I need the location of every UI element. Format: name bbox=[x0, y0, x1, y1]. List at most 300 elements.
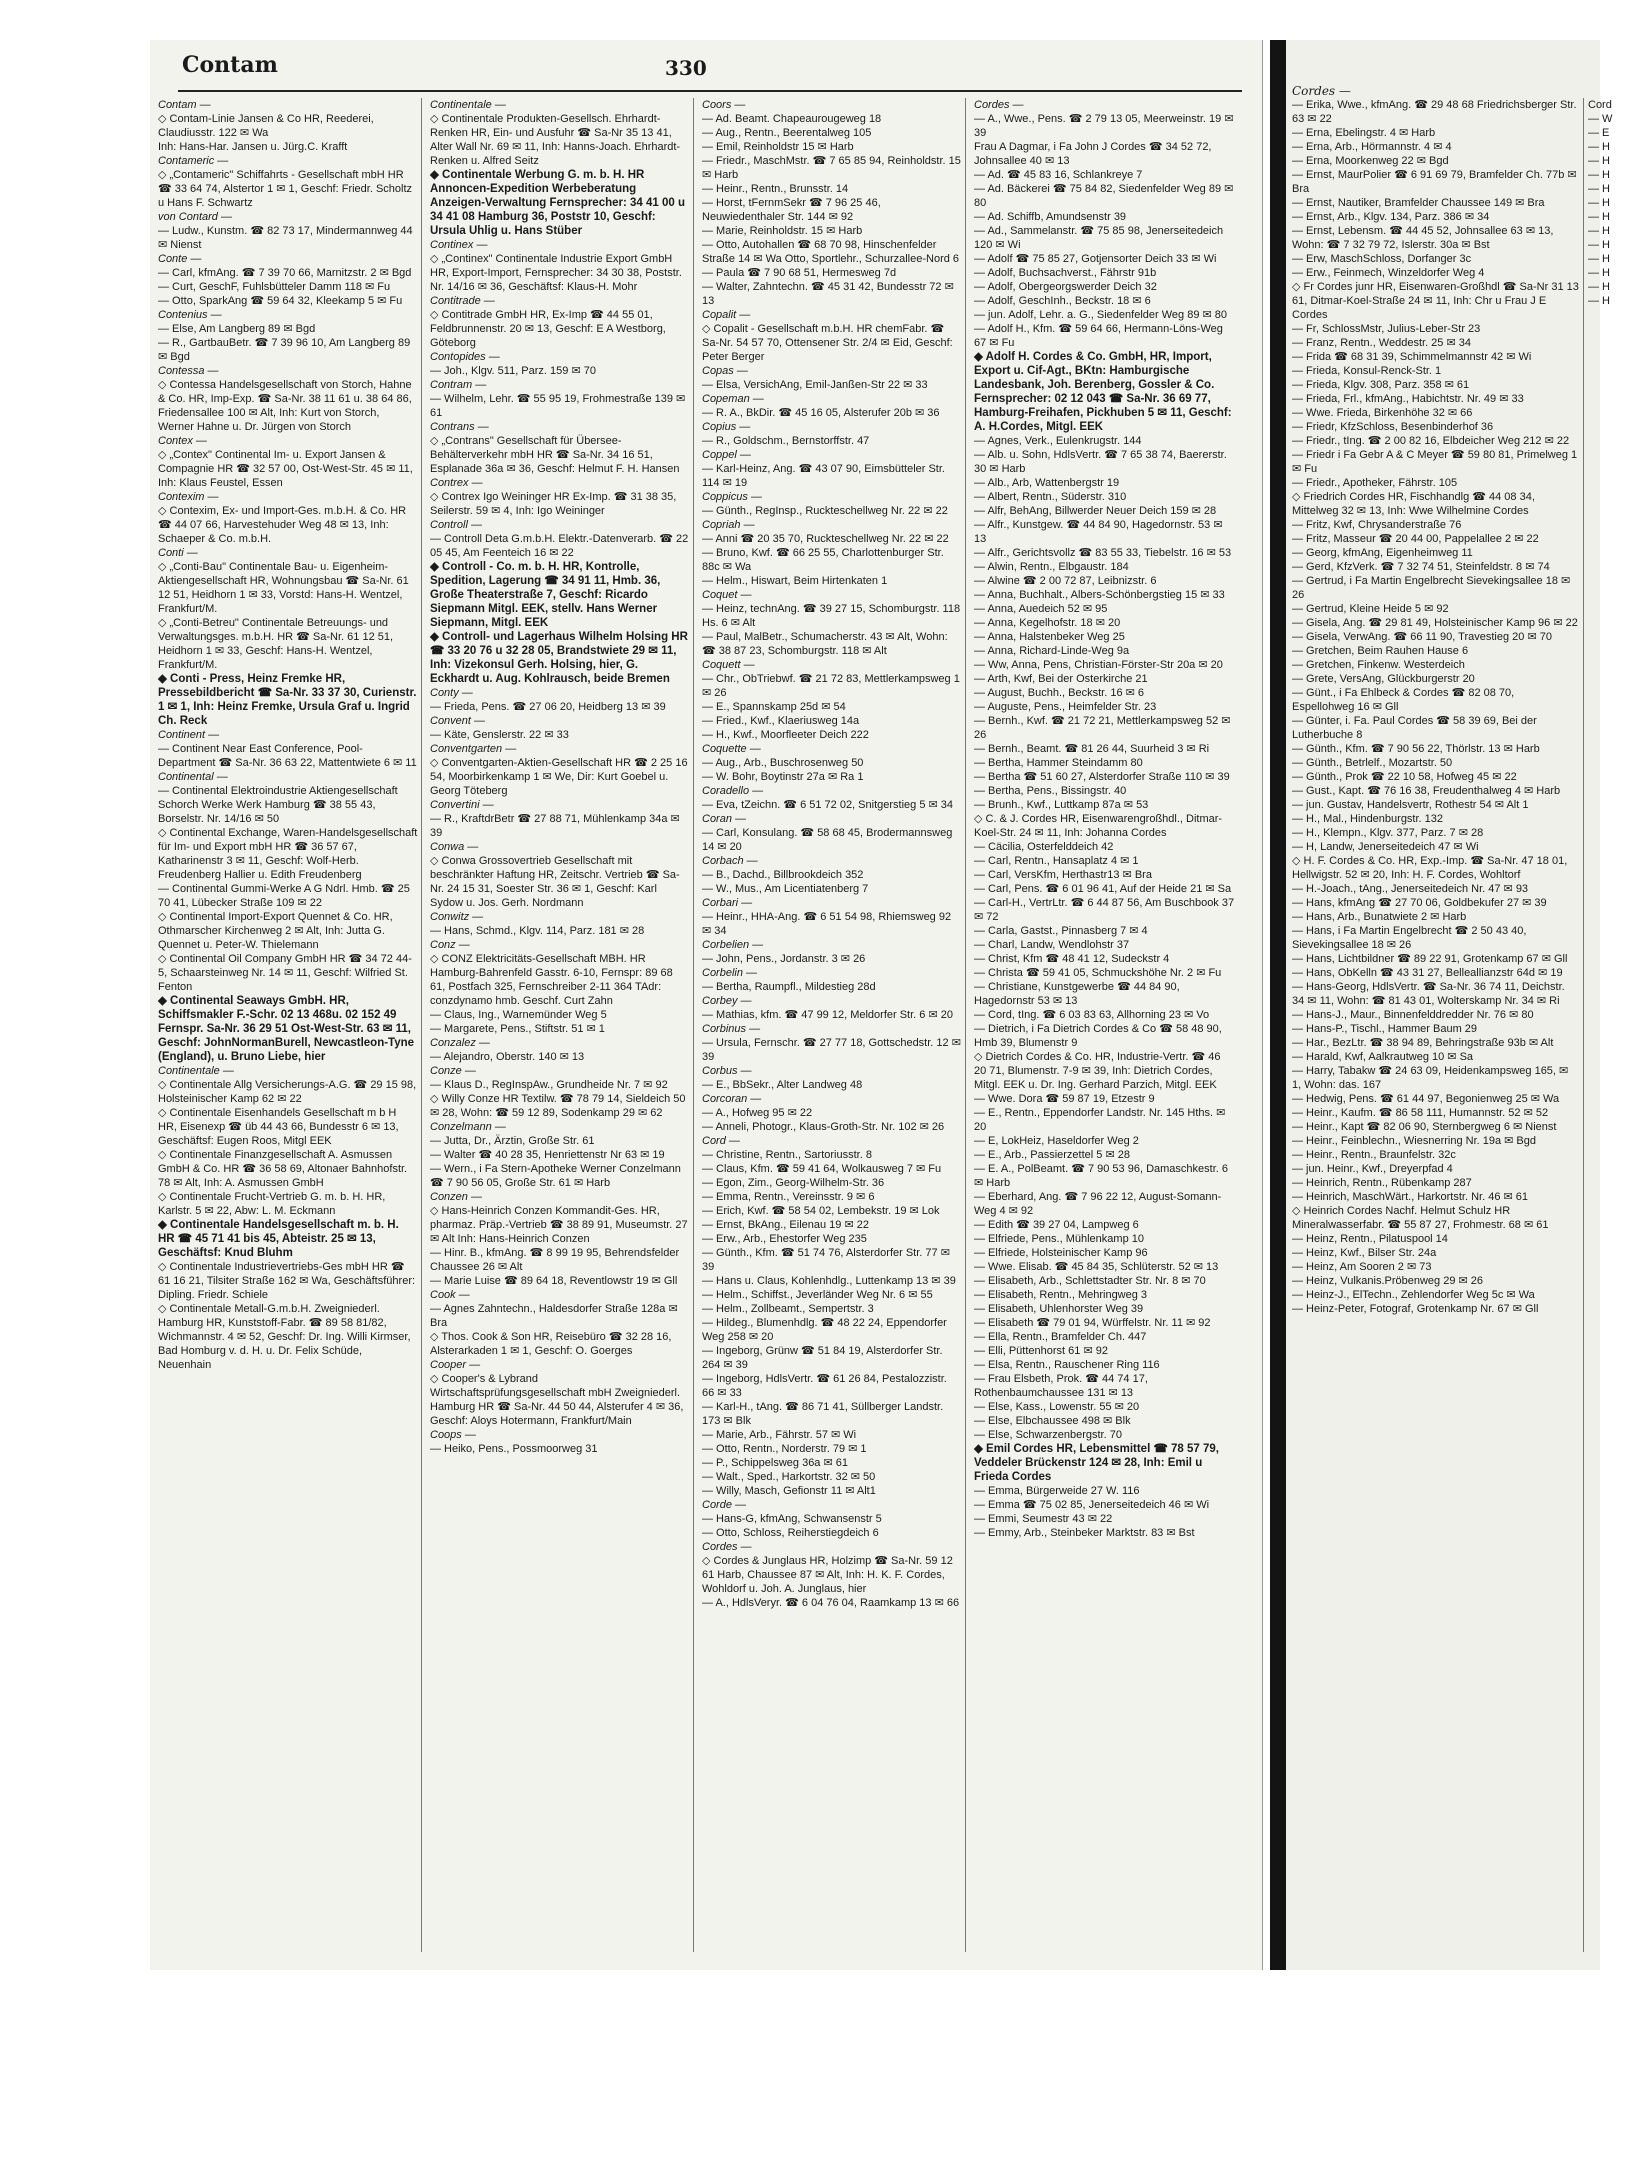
directory-entry: Cooper — bbox=[430, 1359, 481, 1371]
directory-entry: Corbey — bbox=[702, 995, 752, 1007]
directory-entry: — Ingeborg, HdlsVertr. ☎ 61 26 84, Pestalozzistr. 66 ✉ 33 bbox=[702, 1373, 947, 1399]
directory-entry: — Cord, tIng. ☎ 6 03 83 63, Allhorning 23 ✉ Vo bbox=[974, 1009, 1210, 1021]
directory-entry: — Paul, MalBetr., Schumacherstr. 43 ✉ Alt, Wohn: ☎ 38 87 23, Schomburgstr. 118 ✉ Alt bbox=[702, 631, 948, 657]
directory-entry: Copius — bbox=[702, 421, 751, 433]
directory-entry: Contenius — bbox=[158, 309, 222, 321]
directory-entry: — Albert, Rentn., Süderstr. 310 bbox=[974, 491, 1127, 503]
directory-entry: — Otto, Rentn., Norderstr. 79 ✉ 1 bbox=[702, 1443, 867, 1455]
directory-entry: Coradello — bbox=[702, 785, 764, 797]
directory-entry: — Fried., Kwf., Klaeriusweg 14a bbox=[702, 715, 860, 727]
directory-entry: ◇ Contessa Handelsgesellschaft von Storch, Hahne & Co. HR, Imp-Exp. ☎ Sa-Nr. 38 11 61 u. 38 64 86, Friedensallee 100 ✉ Alt, Inh: Kurt von Storch, Werner Hahne u. Dr. Jürgen von Storch bbox=[158, 379, 412, 433]
directory-entry: — Günter, i. Fa. Paul Cordes ☎ 58 39 69, Bei der Lutherbuche 8 bbox=[1292, 715, 1537, 741]
directory-entry: — P., Schippelsweg 36a ✉ 61 bbox=[702, 1457, 848, 1469]
directory-entry: — Erw., Arb., Ehestorfer Weg 235 bbox=[702, 1233, 867, 1245]
directory-entry: — Elisabeth ☎ 79 01 94, Würffelstr. Nr. 11 ✉ 92 bbox=[974, 1317, 1211, 1329]
directory-entry: — Auguste, Pens., Heimfelder Str. 23 bbox=[974, 701, 1157, 713]
directory-entry: — Jutta, Dr., Ärztin, Große Str. 61 bbox=[430, 1135, 595, 1147]
directory-entry: Contitrade — bbox=[430, 295, 495, 307]
directory-entry: Copeman — bbox=[702, 393, 764, 405]
directory-entry: Convent — bbox=[430, 715, 486, 727]
directory-entry: Contopides — bbox=[430, 351, 500, 363]
directory-entry: — Alwin, Rentn., Elbgaustr. 184 bbox=[974, 561, 1129, 573]
directory-entry: Frau A Dagmar, i Fa John J Cordes ☎ 34 52 72, Johnsallee 40 ✉ 13 bbox=[974, 141, 1212, 167]
directory-entry: ◇ „Conti-Bau" Continentale Bau- u. Eigenheim-Aktiengesellschaft HR, Wohnungsbau ☎ Sa-Nr. 61 12 51, Heidhorn 1 ✉ 33, Vorstd: Hans-H. Wentzel, Frankfurt/M. bbox=[158, 561, 409, 615]
column-1 bbox=[158, 98, 422, 1952]
directory-entry: — Adolf ☎ 75 85 27, Gotjensorter Deich 33 ✉ Wi bbox=[974, 253, 1217, 265]
directory-entry: — Egon, Zim., Georg-Wilhelm-Str. 36 bbox=[702, 1177, 885, 1189]
directory-entry: Continex — bbox=[430, 239, 488, 251]
directory-entry: ◆ Continental Seaways GmbH. HR, Schiffsmakler F.-Schr. 02 13 468u. 02 152 49 Fernspr. Sa-Nr. 36 29 51 Ost-West-Str. 63 ✉ 11, Geschf: JohnNormanBurell, Newcastleon-Tyne (England), u. Bruno Liebe, hier bbox=[158, 995, 415, 1063]
directory-entry: — Elfriede, Holsteinischer Kamp 96 bbox=[974, 1247, 1148, 1259]
directory-entry: Conwitz — bbox=[430, 911, 484, 923]
directory-entry: — Agnes, Verk., Eulenkrugstr. 144 bbox=[974, 435, 1142, 447]
directory-entry: Convertini — bbox=[430, 799, 494, 811]
directory-entry: — Käte, Genslerstr. 22 ✉ 33 bbox=[430, 729, 569, 741]
directory-entry: — Erna, Moorkenweg 22 ✉ Bgd bbox=[1292, 155, 1449, 167]
directory-entry: Coran — bbox=[702, 813, 747, 825]
directory-entry: ◇ Cooper's & Lybrand Wirtschaftsprüfungsgesellschaft mbH Zweigniederl. Hamburg HR ☎ Sa-Nr. 44 50 44, Alsterufer 4 ✉ 36, Geschf: Aloys Hotermann, Frankfurt/Main bbox=[430, 1373, 684, 1427]
directory-entry: — Christ, Kfm ☎ 48 41 12, Sudeckstr 4 bbox=[974, 953, 1170, 965]
directory-entry: ◆ Emil Cordes HR, Lebensmittel ☎ 78 57 79, Veddeler Brückenstr 124 ✉ 28, Inh: Emil u Frieda Cordes bbox=[974, 1443, 1219, 1483]
directory-entry-fragment: — W bbox=[1588, 113, 1613, 125]
directory-entry: Coquette — bbox=[702, 743, 761, 755]
directory-entry-fragment: — H bbox=[1588, 197, 1610, 209]
directory-entry: ◇ Continentale Frucht-Vertrieb G. m. b. H. HR, Karlstr. 5 ✉ 22, Abw: L. M. Eckmann bbox=[158, 1191, 386, 1217]
directory-entry: — Elfriede, Pens., Mühlenkamp 10 bbox=[974, 1233, 1144, 1245]
directory-entry: — Marie, Reinholdstr. 15 ✉ Harb bbox=[702, 225, 863, 237]
directory-entry: ◇ Continentale Eisenhandels Gesellschaft m b H HR, Eisenexp ☎ üb 44 43 66, Bundesstr 6 ✉ 13, Geschäftsf: Eugen Roos, Mitgl EEK bbox=[158, 1107, 399, 1147]
directory-entry: — Wern., i Fa Stern-Apotheke Werner Conzelmann ☎ 7 90 56 05, Große Str. 61 ✉ Harb bbox=[430, 1163, 681, 1189]
directory-entry: — Heinz, technAng. ☎ 39 27 15, Schomburgstr. 118 Hs. 6 ✉ Alt bbox=[702, 603, 961, 629]
directory-entry: — Heinrich, MaschWärt., Harkortstr. Nr. 46 ✉ 61 bbox=[1292, 1191, 1529, 1203]
directory-entry: Corbari — bbox=[702, 897, 753, 909]
directory-entry: ◇ Continentale Metall-G.m.b.H. Zweigniederl. Hamburg HR, Kunststoff-Fabr. ☎ 89 58 81/82, Wichmannstr. 4 ✉ 52, Geschf: Dr. Ing. Willi Kirmser, Bad Homburg v. d. H. u. Dr. Felix Schüde, Neuenhain bbox=[158, 1303, 411, 1371]
directory-entry: — Harald, Kwf, Aalkrautweg 10 ✉ Sa bbox=[1292, 1051, 1474, 1063]
directory-entry: ◇ Hans-Heinrich Conzen Kommandit-Ges. HR, pharmaz. Präp.-Vertrieb ☎ 38 89 91, Museumstr. 27 ✉ Alt Inh: Hans-Heinrich Conzen bbox=[430, 1205, 688, 1245]
directory-entry: — Alwine ☎ 2 00 72 87, Leibnizstr. 6 bbox=[974, 575, 1157, 587]
directory-entry: — Friedr, KfzSchloss, Besenbinderhof 36 bbox=[1292, 421, 1494, 433]
directory-entry: ◇ Dietrich Cordes & Co. HR, Industrie-Vertr. ☎ 46 20 71, Blumenstr. 7-9 ✉ 39, Inh: Dietrich Cordes, Mitgl. EEK u. Dr. Ing. Gerhard Parzich, Mitgl. EEK bbox=[974, 1051, 1221, 1091]
directory-entry: — Emil, Reinholdstr 15 ✉ Harb bbox=[702, 141, 854, 153]
directory-entry: — Elisabeth, Rentn., Mehringweg 3 bbox=[974, 1289, 1148, 1301]
directory-entry: — Alfr., Gerichtsvollz ☎ 83 55 33, Tiebelstr. 16 ✉ 53 bbox=[974, 547, 1232, 559]
directory-entry: — Walter ☎ 40 28 35, Henriettenstr Nr 63 ✉ 19 bbox=[430, 1149, 665, 1161]
directory-entry: ◇ Friedrich Cordes HR, Fischhandlg ☎ 44 08 34, Mittelweg 32 ✉ 13, Inh: Wwe Wilhelmine Cordes bbox=[1292, 491, 1535, 517]
directory-entry: ◇ Heinrich Cordes Nachf. Helmut Schulz HR Mineralwasserfabr. ☎ 55 87 27, Frohmestr. 68 ✉ 61 bbox=[1292, 1205, 1549, 1231]
directory-entry: Continentale — bbox=[158, 1065, 234, 1077]
directory-entry: ◇ C. & J. Cordes HR, Eisenwarengroßhdl., Ditmar-Koel-Str. 24 ✉ 11, Inh: Johanna Cordes bbox=[974, 813, 1223, 839]
directory-entry: Coquett — bbox=[702, 659, 755, 671]
directory-entry: — Günth., Kfm. ☎ 7 90 56 22, Thörlstr. 13 ✉ Harb bbox=[1292, 743, 1540, 755]
directory-entry: — Heinz, Am Sooren 2 ✉ 73 bbox=[1292, 1261, 1432, 1273]
directory-entry-fragment: — H bbox=[1588, 169, 1610, 181]
directory-entry: Corde — bbox=[702, 1499, 747, 1511]
directory-entry: — Heinz, Kwf., Bilser Str. 24a bbox=[1292, 1247, 1437, 1259]
directory-entry: — Frieda, Konsul-Renck-Str. 1 bbox=[1292, 365, 1442, 377]
directory-entry: — B., Dachd., Billbrookdeich 352 bbox=[702, 869, 864, 881]
directory-entry: — Bertha ☎ 51 60 27, Alsterdorfer Straße 110 ✉ 39 bbox=[974, 771, 1230, 783]
directory-entry: — Har., BezLtr. ☎ 38 94 89, Behringstraße 93b ✉ Alt bbox=[1292, 1037, 1554, 1049]
directory-entry: — Karl-Heinz, Ang. ☎ 43 07 90, Eimsbütteler Str. 114 ✉ 19 bbox=[702, 463, 945, 489]
directory-entry: — Wwe. Dora ☎ 59 87 19, Etzestr 9 bbox=[974, 1093, 1155, 1105]
directory-entry: — Emma, Rentn., Vereinsstr. 9 ✉ 6 bbox=[702, 1191, 875, 1203]
directory-entry: — Ludw., Kunstm. ☎ 82 73 17, Mindermannweg 44 ✉ Nienst bbox=[158, 225, 413, 251]
directory-entry-fragment: — H bbox=[1588, 239, 1610, 251]
directory-entry: — Ad. ☎ 45 83 16, Schlankreye 7 bbox=[974, 169, 1143, 181]
directory-entry: — Carl, kfmAng. ☎ 7 39 70 66, Marnitzstr. 2 ✉ Bgd bbox=[158, 267, 412, 279]
directory-entry: — Günt., i Fa Ehlbeck & Cordes ☎ 82 08 70, Espellohweg 16 ✉ Gll bbox=[1292, 687, 1515, 713]
directory-entry: Corbach — bbox=[702, 855, 758, 867]
directory-entry: — Gertrud, i Fa Martin Engelbrecht Sievekingsallee 18 ✉ 26 bbox=[1292, 575, 1571, 601]
directory-entry: ◇ Willy Conze HR Textilw. ☎ 78 79 14, Sieldeich 50 ✉ 28, Wohn: ☎ 59 12 89, Sodenkamp 29 ✉ 62 bbox=[430, 1093, 686, 1119]
directory-entry: Continentale — bbox=[430, 99, 506, 111]
directory-entry: — Hans, ObKelln ☎ 43 31 27, Belleallianzstr 64d ✉ 19 bbox=[1292, 967, 1563, 979]
directory-entry: — H., Mal., Hindenburgstr. 132 bbox=[1292, 813, 1444, 825]
directory-entry: — Friedr i Fa Gebr A & C Meyer ☎ 59 80 81, Primelweg 1 ✉ Fu bbox=[1292, 449, 1578, 475]
directory-entry: — Alb., Arb, Wattenbergstr 19 bbox=[974, 477, 1120, 489]
directory-entry: — John, Pens., Jordanstr. 3 ✉ 26 bbox=[702, 953, 866, 965]
directory-entry: ◇ Continentale Allg Versicherungs-A.G. ☎ 29 15 98, Holsteinischer Kamp 62 ✉ 22 bbox=[158, 1079, 417, 1105]
directory-entry: — A., Hofweg 95 ✉ 22 bbox=[702, 1107, 813, 1119]
directory-entry: — Anna, Auedeich 52 ✉ 95 bbox=[974, 603, 1108, 615]
directory-entry: — R., GartbauBetr. ☎ 7 39 96 10, Am Langberg 89 ✉ Bgd bbox=[158, 337, 411, 363]
directory-entry: Contrex — bbox=[430, 477, 483, 489]
directory-entry: — Frida ☎ 68 31 39, Schimmelmannstr 42 ✉ Wi bbox=[1292, 351, 1532, 363]
directory-entry: — Bertha, Hammer Steindamm 80 bbox=[974, 757, 1143, 769]
directory-entry: — Günth., Prok ☎ 22 10 58, Hofweg 45 ✉ 22 bbox=[1292, 771, 1517, 783]
directory-entry: — Heiko, Pens., Possmoorweg 31 bbox=[430, 1443, 598, 1455]
directory-entry: Cordes — bbox=[702, 1541, 752, 1553]
directory-entry: — jun. Adolf, Lehr. a. G., Siedenfelder Weg 89 ✉ 80 bbox=[974, 309, 1227, 321]
directory-entry: — Bernh., Kwf. ☎ 21 72 21, Mettlerkampsweg 52 ✉ 26 bbox=[974, 715, 1231, 741]
directory-entry: Contrans — bbox=[430, 421, 489, 433]
directory-entry: — Adolf, Buchsachverst., Fährstr 91b bbox=[974, 267, 1157, 279]
directory-entry: — Erw., Feinmech, Winzeldorfer Weg 4 bbox=[1292, 267, 1485, 279]
directory-entry: — Heinr., Kaufm. ☎ 86 58 111, Humannstr. 52 ✉ 52 bbox=[1292, 1107, 1549, 1119]
directory-entry: — Emma, Bürgerweide 27 W. 116 bbox=[974, 1485, 1140, 1497]
directory-entry: — Hildeg., Blumenhdlg. ☎ 48 22 24, Eppendorfer Weg 258 ✉ 20 bbox=[702, 1317, 947, 1343]
directory-entry: — Else, Kass., Lowenstr. 55 ✉ 20 bbox=[974, 1401, 1140, 1413]
directory-entry: — Erna, Ebelingstr. 4 ✉ Harb bbox=[1292, 127, 1436, 139]
directory-entry: — Alejandro, Oberstr. 140 ✉ 13 bbox=[430, 1051, 585, 1063]
directory-entry: — Hedwig, Pens. ☎ 61 44 97, Begonienweg 25 ✉ Wa bbox=[1292, 1093, 1560, 1105]
directory-entry: Continent — bbox=[158, 729, 220, 741]
directory-entry: — Ingeborg, Grünw ☎ 51 84 19, Alsterdorfer Str. 264 ✉ 39 bbox=[702, 1345, 943, 1371]
directory-entry: — Hans-P., Tischl., Hammer Baum 29 bbox=[1292, 1023, 1478, 1035]
directory-entry: — Frieda, Klgv. 308, Parz. 358 ✉ 61 bbox=[1292, 379, 1470, 391]
directory-entry: — A., HdlsVeryr. ☎ 6 04 76 04, Raamkamp 13 ✉ 66 bbox=[702, 1597, 960, 1609]
directory-entry: — Ella, Rentn., Bramfelder Ch. 447 bbox=[974, 1331, 1147, 1343]
directory-entry: — Carl, VersKfm, Herthastr13 ✉ Bra bbox=[974, 869, 1152, 881]
directory-entry: — Otto, SparkAng ☎ 59 64 32, Kleekamp 5 ✉ Fu bbox=[158, 295, 403, 307]
directory-entry: ◇ Continentale Finanzgesellschaft A. Asmussen GmbH & Co. HR ☎ 36 58 69, Altonaer Bahnhofstr. 78 ✉ Alt, Inh: A. Asmussen GmbH bbox=[158, 1149, 408, 1189]
directory-entry: — Klaus D., RegInspAw., Grundheide Nr. 7 ✉ 92 bbox=[430, 1079, 668, 1091]
directory-entry: — R. A., BkDir. ☎ 45 16 05, Alsterufer 20b ✉ 36 bbox=[702, 407, 940, 419]
directory-entry: — Franz, Rentn., Weddestr. 25 ✉ 34 bbox=[1292, 337, 1471, 349]
directory-entry: — Ernst, BkAng., Eilenau 19 ✉ 22 bbox=[702, 1219, 869, 1231]
directory-entry: — Friedr., MaschMstr. ☎ 7 65 85 94, Reinholdstr. 15 ✉ Harb bbox=[702, 155, 961, 181]
directory-entry: — Günth., Kfm. ☎ 51 74 76, Alsterdorfer Str. 77 ✉ 39 bbox=[702, 1247, 950, 1273]
directory-entry: — R., Goldschm., Bernstorffstr. 47 bbox=[702, 435, 870, 447]
directory-entry: ◇ Continental Import-Export Quennet & Co. HR, Othmarscher Kirchenweg 2 ✉ Alt, Inh: Jutta G. Quennet u. Peter-W. Thielemann bbox=[158, 911, 393, 951]
directory-entry: — Frieda, Frl., kfmAng., Habichtstr. Nr. 49 ✉ 33 bbox=[1292, 393, 1524, 405]
directory-entry: — Eva, tZeichn. ☎ 6 51 72 02, Snitgerstieg 5 ✉ 34 bbox=[702, 799, 953, 811]
directory-entry: — H., Klempn., Klgv. 377, Parz. 7 ✉ 28 bbox=[1292, 827, 1484, 839]
directory-entry: — Ad. Beamt. Chapeaurougeweg 18 bbox=[702, 113, 882, 125]
directory-entry-fragment: — H bbox=[1588, 295, 1610, 307]
directory-entry: — Grete, VersAng, Glückburgerstr 20 bbox=[1292, 673, 1475, 685]
directory-entry: — Heinz-J., ElTechn., Zehlendorfer Weg 5c ✉ Wa bbox=[1292, 1289, 1535, 1301]
directory-entry-fragment: Cord bbox=[1588, 99, 1612, 111]
directory-entry: — Gerd, KfzVerk. ☎ 7 32 74 51, Steinfeldstr. 8 ✉ 74 bbox=[1292, 561, 1550, 573]
directory-entry: — Hinr. B., kfmAng. ☎ 8 99 19 95, Behrendsfelder Chaussee 26 ✉ Alt bbox=[430, 1247, 680, 1273]
directory-entry: ◇ Conventgarten-Aktien-Gesellschaft HR ☎ 2 25 16 54, Moorbirkenkamp 1 ✉ We, Dir: Kurt Goebel u. Georg Töteberg bbox=[430, 757, 688, 797]
directory-entry: — Else, Elbchaussee 498 ✉ Blk bbox=[974, 1415, 1131, 1427]
directory-entry: ◇ CONZ Elektricitäts-Gesellschaft MBH. HR Hamburg-Bahrenfeld Gasstr. 6-10, Fernspr: 89 68 61, Postfach 325, Fernschreiber 2-11 364 TAdr: conzdynamo hmb. Geschf. Curt Zahn bbox=[430, 953, 673, 1007]
directory-entry: Contexim — bbox=[158, 491, 219, 503]
directory-entry: — Brunh., Kwf., Luttkamp 87a ✉ 53 bbox=[974, 799, 1149, 811]
directory-entry: — Georg, kfmAng, Eigenheimweg 11 bbox=[1292, 547, 1473, 559]
directory-entry: Contameric — bbox=[158, 155, 229, 167]
directory-entry: ◆ Continentale Handelsgesellschaft m. b. H. HR ☎ 45 71 41 bis 45, Abteistr. 25 ✉ 13, Geschäftsf: Knud Bluhm bbox=[158, 1219, 399, 1259]
directory-entry: Corbelien — bbox=[702, 939, 764, 951]
directory-entry: — Aug., Rentn., Beerentalweg 105 bbox=[702, 127, 872, 139]
directory-entry: — Continent Near East Conference, Pool-Department ☎ Sa-Nr. 36 63 22, Mattentwiete 6 ✉ 11 bbox=[158, 743, 417, 769]
directory-entry: — Ww, Anna, Pens, Christian-Förster-Str 20a ✉ 20 bbox=[974, 659, 1223, 671]
directory-entry: — jun. Heinr., Kwf., Dreyerpfad 4 bbox=[1292, 1163, 1453, 1175]
directory-entry: — Helm., Schiffst., Jeverländer Weg Nr. 6 ✉ 55 bbox=[702, 1289, 933, 1301]
directory-entry: Coquet — bbox=[702, 589, 752, 601]
adjacent-column-edge bbox=[1588, 98, 1628, 1952]
directory-entry: — Christa ☎ 59 41 05, Schmuckshöhe Nr. 2 ✉ Fu bbox=[974, 967, 1222, 979]
directory-entry: — Carl, Rentn., Hansaplatz 4 ✉ 1 bbox=[974, 855, 1139, 867]
directory-entry: — Eberhard, Ang. ☎ 7 96 22 12, August-Somann-Weg 4 ✉ 92 bbox=[974, 1191, 1222, 1217]
directory-entry: — Bruno, Kwf. ☎ 66 25 55, Charlottenburger Str. 88c ✉ Wa bbox=[702, 547, 944, 573]
directory-entry: ◇ Contitrade GmbH HR, Ex-Imp ☎ 44 55 01, Feldbrunnenstr. 20 ✉ 13, Geschf: E A Westborg, Göteborg bbox=[430, 309, 666, 349]
directory-entry: — Heinr., Rentn., Braunfelstr. 32c bbox=[1292, 1149, 1456, 1161]
directory-entry: — Hans, Arb., Bunatwiete 2 ✉ Harb bbox=[1292, 911, 1467, 923]
directory-entry: — Heinr., Feinblechn., Wiesnerring Nr. 19a ✉ Bgd bbox=[1292, 1135, 1536, 1147]
directory-entry-fragment: — H bbox=[1588, 225, 1610, 237]
directory-entry: — Elsa, VersichAng, Emil-Janßen-Str 22 ✉ 33 bbox=[702, 379, 928, 391]
directory-entry: — Walt., Sped., Harkortstr. 32 ✉ 50 bbox=[702, 1471, 876, 1483]
directory-entry: — Gust., Kapt. ☎ 76 16 38, Freudenthalweg 4 ✉ Harb bbox=[1292, 785, 1561, 797]
directory-entry: — Dietrich, i Fa Dietrich Cordes & Co ☎ 58 48 90, Hmb 39, Blumenstr 9 bbox=[974, 1023, 1222, 1049]
directory-entry: — E., Spannskamp 25d ✉ 54 bbox=[702, 701, 846, 713]
directory-entry-fragment: — H bbox=[1588, 141, 1610, 153]
directory-entry: — Anni ☎ 20 35 70, Ruckteschellweg Nr. 22 ✉ 22 bbox=[702, 533, 949, 545]
directory-entry: Conti — bbox=[158, 547, 198, 559]
directory-entry: Cordes — bbox=[974, 99, 1024, 111]
directory-entry: ◇ Conwa Grossovertrieb Gesellschaft mit beschränkter Haftung HR, Zeitschr. Vertrieb ☎ Sa-Nr. 24 15 31, Soester Str. 36 ✉ 1, Geschf: Karl Sydow u. Jos. Gerh. Nordmann bbox=[430, 855, 680, 909]
directory-entry: — Heinr., Kapt ☎ 82 06 90, Sternbergweg 6 ✉ Nienst bbox=[1292, 1121, 1557, 1133]
directory-entry: ◇ Continentale Industrievertriebs-Ges mbH HR ☎ 61 16 21, Tilsiter Straße 162 ✉ Wa, Geschäftsführer: Dipling. Friedr. Schiele bbox=[158, 1261, 416, 1301]
directory-entry: — Else, Schwarzenbergstr. 70 bbox=[974, 1429, 1122, 1441]
directory-entry: — Gisela, Ang. ☎ 29 81 49, Holsteinischer Kamp 96 ✉ 22 bbox=[1292, 617, 1578, 629]
directory-entry: — Hans u. Claus, Kohlenhdlg., Luttenkamp 13 ✉ 39 bbox=[702, 1275, 956, 1287]
directory-entry: — Fritz, Kwf, Chrysanderstraße 76 bbox=[1292, 519, 1462, 531]
directory-entry: Conzen — bbox=[430, 1191, 482, 1203]
column-4 bbox=[974, 98, 1238, 1952]
directory-entry: Coppel — bbox=[702, 449, 751, 461]
directory-entry: — Cäcilia, Osterfelddeich 42 bbox=[974, 841, 1114, 853]
directory-entry: — Controll Deta G.m.b.H. Elektr.-Datenverarb. ☎ 22 05 45, Am Feenteich 16 ✉ 22 bbox=[430, 533, 689, 559]
directory-entry: — H., Kwf., Moorfleeter Deich 222 bbox=[702, 729, 869, 741]
directory-entry: — Curt, GeschF, Fuhlsbütteler Damm 118 ✉ Fu bbox=[158, 281, 391, 293]
directory-entry: Contessa — bbox=[158, 365, 219, 377]
directory-entry: ◇ „Continex" Continentale Industrie Export GmbH HR, Export-Import, Fernsprecher: 34 30 38, Poststr. Nr. 14/16 ✉ 36, Geschäftsf: Klaus-H. Mohr bbox=[430, 253, 682, 293]
directory-entry: Cord — bbox=[702, 1135, 740, 1147]
directory-entry: Contram — bbox=[430, 379, 487, 391]
directory-entry: — Bernh., Beamt. ☎ 81 26 44, Suurheid 3 ✉ Ri bbox=[974, 743, 1210, 755]
directory-entry: — Aug., Arb., Buschrosenweg 50 bbox=[702, 757, 864, 769]
directory-entry: — Chr., ObTriebwf. ☎ 21 72 83, Mettlerkampsweg 1 ✉ 26 bbox=[702, 673, 960, 699]
directory-entry: — Heinr., Rentn., Brunsstr. 14 bbox=[702, 183, 849, 195]
directory-entry: Copalit — bbox=[702, 309, 751, 321]
directory-entry: — Ursula, Fernschr. ☎ 27 77 18, Gottschedstr. 12 ✉ 39 bbox=[702, 1037, 961, 1063]
directory-entry: Copas — bbox=[702, 365, 748, 377]
directory-entry: Corbinus — bbox=[702, 1023, 761, 1035]
directory-entry: ◇ Continentale Produkten-Gesellsch. Ehrhardt-Renken HR, Ein- und Ausfuhr ☎ Sa-Nr 35 13 41, Alter Wall Nr. 69 ✉ 11, Inh: Hanns-Joach. Ehrhardt-Renken u. Alfred Seitz bbox=[430, 113, 681, 167]
page-number: 330 bbox=[665, 56, 707, 80]
directory-entry: — Anna, Richard-Linde-Weg 9a bbox=[974, 645, 1130, 657]
directory-entry: — Hans-J., Maur., Binnenfelddredder Nr. 76 ✉ 80 bbox=[1292, 1009, 1534, 1021]
directory-entry: — Alfr, BehAng, Billwerder Neuer Deich 159 ✉ 28 bbox=[974, 505, 1217, 517]
directory-page bbox=[150, 40, 1263, 1970]
directory-entry: — Elisabeth, Arb., Schlettstadter Str. Nr. 8 ✉ 70 bbox=[974, 1275, 1206, 1287]
directory-entry: — Helm., Hiswart, Beim Hirtenkaten 1 bbox=[702, 575, 888, 587]
directory-entry: Conze — bbox=[430, 1065, 476, 1077]
directory-entry: — Claus, Ing., Warnemünder Weg 5 bbox=[430, 1009, 607, 1021]
directory-entry: — Carl, Konsulang. ☎ 58 68 45, Brodermannsweg 14 ✉ 20 bbox=[702, 827, 953, 853]
directory-entry: — Günth., Betrlelf., Mozartstr. 50 bbox=[1292, 757, 1453, 769]
directory-entry: — Hans, Lichtbildner ☎ 89 22 91, Grotenkamp 67 ✉ Gll bbox=[1292, 953, 1568, 965]
directory-entry: ◆ Controll - Co. m. b. H. HR, Kontrolle, Spedition, Lagerung ☎ 34 91 11, Hmb. 36, Große Theaterstraße 7, Geschf: Ricardo Siepmann Mitgl. EEK, stellv. Hans Werner Siepmann, Mitgl. EEK bbox=[430, 561, 661, 629]
directory-entry: — August, Buchh., Beckstr. 16 ✉ 6 bbox=[974, 687, 1145, 699]
directory-entry: — Hans, i Fa Martin Engelbrecht ☎ 2 50 43 40, Sievekingsallee 18 ✉ 26 bbox=[1292, 925, 1527, 951]
directory-entry: — W. Bohr, Boytinstr 27a ✉ Ra 1 bbox=[702, 771, 864, 783]
directory-entry: — Continental Gummi-Werke A G Ndrl. Hmb. ☎ 25 70 41, Lübecker Straße 109 ✉ 22 bbox=[158, 883, 410, 909]
directory-entry: ◆ Conti - Press, Heinz Fremke HR, Pressebildbericht ☎ Sa-Nr. 33 37 30, Curienstr. 1 ✉ 1, Inh: Heinz Fremke, Ursula Graf u. Ingrid Ch. Reck bbox=[158, 673, 417, 727]
directory-entry: — Alfr., Kunstgew. ☎ 44 84 90, Hagedornstr. 53 ✉ 13 bbox=[974, 519, 1223, 545]
directory-entry: — Erich, Kwf. ☎ 58 54 02, Lembekstr. 19 ✉ Lok bbox=[702, 1205, 940, 1217]
directory-entry: — Claus, Kfm. ☎ 59 41 64, Wolkausweg 7 ✉ Fu bbox=[702, 1163, 942, 1175]
directory-entry: — Frau Elsbeth, Prok. ☎ 44 74 17, Rothenbaumchaussee 131 ✉ 13 bbox=[974, 1373, 1148, 1399]
directory-entry: — Christiane, Kunstgewerbe ☎ 44 84 90, Hagedornstr 53 ✉ 13 bbox=[974, 981, 1180, 1007]
directory-entry: — Otto, Schloss, Reiherstiegdeich 6 bbox=[702, 1527, 879, 1539]
directory-entry: — Erna, Arb., Hörmannstr. 4 ✉ 4 bbox=[1292, 141, 1452, 153]
directory-entry: — Erika, Wwe., kfmAng. ☎ 29 48 68 Friedrichsberger Str. 63 ✉ 22 bbox=[1292, 99, 1577, 125]
directory-entry: ◆ Continentale Werbung G. m. b. H. HR Annoncen-Expedition Werbeberatung Anzeigen-Verwaltung Fernsprecher: 34 41 00 u 34 41 08 Hamburg 36, Poststr 10, Geschf: Ursula Uhlig u. Hans Stüber bbox=[430, 169, 685, 237]
directory-entry: — Else, Am Langberg 89 ✉ Bgd bbox=[158, 323, 316, 335]
directory-entry: — Hans-G, kfmAng, Schwansenstr 5 bbox=[702, 1513, 882, 1525]
directory-entry: Conz — bbox=[430, 939, 470, 951]
directory-entry: — Ad. Bäckerei ☎ 75 84 82, Siedenfelder Weg 89 ✉ 80 bbox=[974, 183, 1234, 209]
adjacent-column bbox=[1292, 98, 1584, 1952]
directory-entry: — Elli, Püttenhorst 61 ✉ 92 bbox=[974, 1345, 1108, 1357]
directory-entry: — Edith ☎ 39 27 04, Lampweg 6 bbox=[974, 1219, 1139, 1231]
directory-entry: — Adolf H., Kfm. ☎ 59 64 66, Hermann-Löns-Weg 67 ✉ Fu bbox=[974, 323, 1223, 349]
directory-entry: — Wwe. Elisab. ☎ 45 84 35, Schlüterstr. 52 ✉ 13 bbox=[974, 1261, 1219, 1273]
directory-entry: ◇ Copalit - Gesellschaft m.b.H. HR chemFabr. ☎ Sa-Nr. 54 57 70, Ottensener Str. 2/4 ✉ Eid, Geschf: Peter Berger bbox=[702, 323, 953, 363]
directory-entry: Conty — bbox=[430, 687, 473, 699]
column-3 bbox=[702, 98, 966, 1952]
directory-entry: — Frieda, Pens. ☎ 27 06 20, Heidberg 13 ✉ 39 bbox=[430, 701, 666, 713]
directory-entry: — Alb. u. Sohn, HdlsVertr. ☎ 7 65 38 74, Baererstr. 30 ✉ Harb bbox=[974, 449, 1227, 475]
directory-entry: — W., Mus., Am Licentiatenberg 7 bbox=[702, 883, 869, 895]
directory-entry: — Friedr., Apotheker, Fährstr. 105 bbox=[1292, 477, 1458, 489]
directory-entry: — H, Landw, Jenerseitedeich 47 ✉ Wi bbox=[1292, 841, 1479, 853]
directory-entry: — Gertrud, Kleine Heide 5 ✉ 92 bbox=[1292, 603, 1449, 615]
directory-entry: ◇ Contam-Linie Jansen & Co HR, Reederei, Claudiusstr. 122 ✉ Wa bbox=[158, 113, 374, 139]
directory-entry: — Otto, Autohallen ☎ 68 70 98, Hinschenfelder Straße 14 ✉ Wa Otto, Sportlehr., Schurzallee-Nord 6 bbox=[702, 239, 960, 265]
directory-entry: Conzelmann — bbox=[430, 1121, 506, 1133]
directory-entry: — Agnes Zahntechn., Haldesdorfer Straße 128a ✉ Bra bbox=[430, 1303, 678, 1329]
directory-entry: — Marie Luise ☎ 89 64 18, Reventlowstr 19 ✉ Gll bbox=[430, 1275, 678, 1287]
directory-entry: — Anna, Buchhalt., Albers-Schönbergstieg 15 ✉ 33 bbox=[974, 589, 1225, 601]
directory-entry: — H.-Joach., tAng., Jenerseitedeich Nr. 47 ✉ 93 bbox=[1292, 883, 1529, 895]
directory-entry: — Harry, Tabakw ☎ 24 63 09, Heidenkampsweg 165, ✉ 1, Wohn: das. 167 bbox=[1292, 1065, 1569, 1091]
directory-entry: ◇ Contexim, Ex- und Import-Ges. m.b.H. & Co. HR ☎ 44 07 66, Harvestehuder Weg 48 ✉ 13, Inh: Schaeper & Co. m.b.H. bbox=[158, 505, 407, 545]
directory-entry: Corbelin — bbox=[702, 967, 758, 979]
directory-entry: Conventgarten — bbox=[430, 743, 517, 755]
directory-entry: Corcoran — bbox=[702, 1093, 762, 1105]
directory-entry: — Ernst, Arb., Klgv. 134, Parz. 386 ✉ 34 bbox=[1292, 211, 1490, 223]
directory-entry: — Karl-H., tAng. ☎ 86 71 41, Süllberger Landstr. 173 ✉ Blk bbox=[702, 1401, 944, 1427]
directory-entry: — Bertha, Pens., Bissingstr. 40 bbox=[974, 785, 1127, 797]
page-header bbox=[178, 50, 1242, 92]
directory-entry: — Emmi, Seumestr 43 ✉ 22 bbox=[974, 1513, 1113, 1525]
directory-entry: — Ad., Sammelanstr. ☎ 75 85 98, Jenerseitedeich 120 ✉ Wi bbox=[974, 225, 1224, 251]
directory-entry: ◇ „Contameric" Schiffahrts - Gesellschaft mbH HR ☎ 33 64 74, Alstertor 1 ✉ 1, Geschf: Friedr. Scholtz u Hans F. Schwartz bbox=[158, 169, 413, 209]
directory-entry: — Carl-H., VertrLtr. ☎ 6 44 87 56, Am Buschbook 37 ✉ 72 bbox=[974, 897, 1235, 923]
directory-entry: ◇ H. F. Cordes & Co. HR, Exp.-Imp. ☎ Sa-Nr. 47 18 01, Hellwigstr. 52 ✉ 20, Inh: H. F. Cordes, Wohltorf bbox=[1292, 855, 1568, 881]
directory-entry: — Heinz-Peter, Fotograf, Grotenkamp Nr. 67 ✉ Gll bbox=[1292, 1303, 1539, 1315]
directory-entry: — Hans, Schmd., Klgv. 114, Parz. 181 ✉ 28 bbox=[430, 925, 645, 937]
directory-entry: — Fr, SchlossMstr, Julius-Leber-Str 23 bbox=[1292, 323, 1481, 335]
directory-entry: — Heinr., HHA-Ang. ☎ 6 51 54 98, Rhiemsweg 92 ✉ 34 bbox=[702, 911, 952, 937]
directory-entry: — Mathias, kfm. ☎ 47 99 12, Meldorfer Str. 6 ✉ 20 bbox=[702, 1009, 953, 1021]
directory-entry: — Paula ☎ 7 90 68 51, Hermesweg 7d bbox=[702, 267, 897, 279]
adjacent-page bbox=[1270, 40, 1613, 1970]
directory-entry: ◇ „Conti-Betreu" Continentale Betreuungs- und Verwaltungsges. m.b.H. HR ☎ Sa-Nr. 61 12 51, Heidhorn 1 ✉ 33, Geschf: Hans-H. Wentzel, Frankfurt/M. bbox=[158, 617, 394, 671]
directory-entry-fragment: — H bbox=[1588, 281, 1610, 293]
directory-entry-fragment: — E bbox=[1588, 127, 1610, 139]
column-2 bbox=[430, 98, 694, 1952]
directory-entry: — Gisela, VerwAng. ☎ 66 11 90, Travestieg 20 ✉ 70 bbox=[1292, 631, 1552, 643]
directory-entry: — Bertha, Raumpfl., Mildestieg 28d bbox=[702, 981, 876, 993]
directory-entry: — Ernst, MaurPolier ☎ 6 91 69 79, Bramfelder Ch. 77b ✉ Bra bbox=[1292, 169, 1577, 195]
directory-entry: — Christine, Rentn., Sartoriusstr. 8 bbox=[702, 1149, 872, 1161]
directory-entry: — Ernst, Nautiker, Bramfelder Chaussee 149 ✉ Bra bbox=[1292, 197, 1545, 209]
directory-entry: — Continental Elektroindustrie Aktiengesellschaft Schorch Werke Werk Hamburg ☎ 38 55 43, Borselstr. Nr. 14/16 ✉ 50 bbox=[158, 785, 398, 825]
directory-entry: — Adolf, GeschInh., Beckstr. 18 ✉ 6 bbox=[974, 295, 1151, 307]
directory-entry: — jun. Gustav, Handelsvertr, Rothestr 54 ✉ Alt 1 bbox=[1292, 799, 1529, 811]
directory-entry: — Erw, MaschSchloss, Dorfanger 3c bbox=[1292, 253, 1472, 265]
directory-entry: — Anneli, Photogr., Klaus-Groth-Str. Nr. 102 ✉ 26 bbox=[702, 1121, 945, 1133]
directory-entry: — Friedr., tIng. ☎ 2 00 82 16, Elbdeicher Weg 212 ✉ 22 bbox=[1292, 435, 1570, 447]
directory-entry: — Gretchen, Beim Rauhen Hause 6 bbox=[1292, 645, 1469, 657]
directory-entry: — Ad. Schiffb, Amundsenstr 39 bbox=[974, 211, 1127, 223]
directory-entry-fragment: — H bbox=[1588, 155, 1610, 167]
directory-entry: Inh: Hans-Har. Jansen u. Jürg.C. Krafft bbox=[158, 141, 348, 153]
directory-entry: ◇ Fr Cordes junr HR, Eisenwaren-Großhdl ☎ Sa-Nr 31 13 61, Ditmar-Koel-Straße 24 ✉ 11, Inh: Chr u Frau J E Cordes bbox=[1292, 281, 1579, 321]
directory-entry: — Carla, Gastst., Pinnasberg 7 ✉ 4 bbox=[974, 925, 1148, 937]
directory-entry: Conwa — bbox=[430, 841, 479, 853]
directory-entry: Controll — bbox=[430, 519, 482, 531]
directory-entry: ◇ „Contex" Continental Im- u. Export Jansen & Compagnie HR ☎ 32 57 00, Ost-West-Str. 45 ✉ 11, Inh: Klaus Feustel, Essen bbox=[158, 449, 413, 489]
directory-entry: — Heinrich, Rentn., Rübenkamp 287 bbox=[1292, 1177, 1472, 1189]
